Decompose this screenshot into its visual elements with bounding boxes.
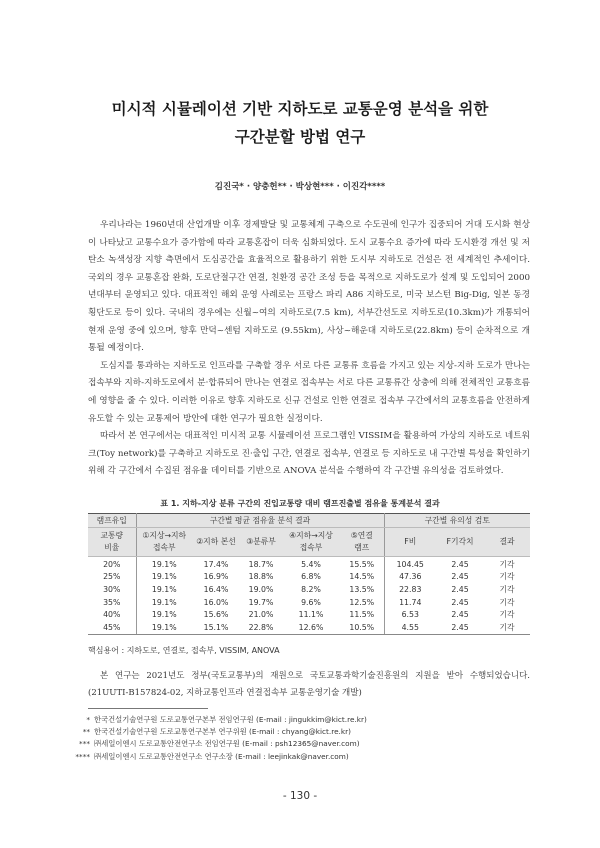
table-row (88, 608, 530, 621)
paragraph-2: 도심지를 통과하는 지하도로 인프라를 구축할 경우 서로 다른 교통류 흐름을 가지고 있는 지상-지하 도로가 만나는 접속부와 지하-지하도로에서 분·합류되어 만나는 연결로 접속부는 서로 다른 교통류간 상충에 의해 전체적인 교통흐름에 영향을 줄 수 있다. 이러한 이유로 향후 지하도로 신규 건설로 인한 연결로 접속부 구간에서의 교통흐름을 안전하게 유도할 수 있는 교통제어 방안에 대한 연구가 필요한 실정이다. (88, 360, 530, 424)
table-cell: 19.1% (136, 596, 192, 609)
table-cell: 6.8% (301, 572, 321, 582)
group-ramp-inflow: 램프유입 (88, 514, 136, 528)
footnote-item (60, 714, 540, 726)
table-cell: 19.1% (136, 621, 192, 634)
table-cell: 2.45 (451, 597, 469, 607)
footnote-mark: ** (82, 727, 90, 737)
footnote-mark: **** (75, 751, 90, 761)
table-body (88, 557, 530, 635)
footnote-item (60, 726, 540, 738)
table-cell: 16.0% (203, 597, 229, 607)
table-cell: 19.1% (136, 557, 192, 571)
table-cell: 2.45 (451, 572, 469, 582)
table-cell: 18.7% (248, 559, 274, 569)
stats-table (88, 513, 530, 635)
table-cell: 19.7% (248, 597, 274, 607)
page-number: - 130 - (282, 790, 318, 802)
footnote-text: 한국건설기술연구원 도로교통연구본부 연구위원 (E-mail : chyang@kict.re.kr) (94, 727, 351, 737)
table-row (88, 583, 530, 596)
table-cell: 9.6% (301, 597, 321, 607)
table-row (88, 571, 530, 584)
table-cell: 19.1% (136, 583, 192, 596)
column-header-9: 결과 (484, 528, 530, 557)
table-cell: 14.5% (349, 572, 375, 582)
table-cell: 45% (88, 621, 136, 634)
footnote-item (60, 738, 540, 750)
column-header-5: ④지하→지상 접속부 (282, 528, 340, 557)
footnote-text: ㈜세일이엔시 도로교통안전연구소 연구소장 (E-mail : leejinkak@naver.com) (94, 751, 349, 761)
table-cell: 20% (103, 559, 121, 569)
table-caption: 표 1. 지하-지상 분류 구간의 진입교통량 대비 램프진출별 점유율 통계분석 결과 (160, 499, 440, 508)
table-cell: 2.45 (451, 584, 469, 594)
table-cell: 19.1% (136, 608, 192, 621)
table-cell: 기각 (499, 597, 515, 607)
paragraph-1: 우리나라는 1960년대 산업개발 이후 경제발달 및 교통체계 구축으로 수도권에 인구가 집중되어 거대 도시화 현상이 나타났고 교통수요가 증가함에 따라 교통혼잡이 더욱 심화되었다. 도시 교통수요 증가에 따라 도시환경 개선 및 저탄소 녹색성장 지향 측면에서 도심공간을 효율적으로 활용하기 위한 도시부 지하도로 건설은 전 세계적인 추세이다. 국외의 경우 교통혼잡 완화, 도로단절구간 연결, 친환경 공간 조성 등을 목적으로 지하도로가 설계 및 도입되어 2000년대부터 운영되고 있다. 대표적인 해외 운영 사례로는 프랑스 파리 A86 지하도로, 미국 보스턴 Big-Dig, 일본 동경 횡단도로 등이 있다. 국내의 경우에는 신월~여의 지하도로(7.5 km), 서부간선도로 지하도로(10.3km)가 개통되어 현재 운영 중에 있으며, 향후 만덕~센텀 지하도로 (9.55km), 사상~해운대 지하도로(22.8km) 등이 순차적으로 개통될 예정이다. (88, 220, 530, 354)
table-cell: 22.83 (384, 583, 436, 596)
group-significance: 구간별 유의성 검토 (384, 514, 530, 528)
table-cell: 17.4% (203, 559, 229, 569)
table-cell: 2.45 (436, 621, 484, 634)
column-header-8: F기각치 (436, 528, 484, 557)
table-row (88, 557, 530, 571)
footnote-mark: * (86, 715, 90, 724)
table-cell: 10.5% (340, 621, 384, 634)
keywords: 핵심용어 : 지하도로, 연결로, 접속부, VISSIM, ANOVA (88, 646, 280, 655)
table-cell: 2.45 (451, 610, 469, 620)
table-cell: 기각 (499, 610, 515, 620)
table-cell: 18.8% (248, 572, 274, 582)
table-cell: 13.5% (349, 584, 375, 594)
acknowledgement: 본 연구는 2021년도 정부(국토교통부)의 재원으로 국토교통과학기술진흥원의 지원을 받아 수행되었습니다. (21UUTI-B157824-02, 지하교통인프라 연결접속부 교통운영기술 개발) (88, 671, 530, 698)
column-header-6: ⑤연결 램프 (340, 528, 384, 557)
column-header-2: ①지상→지하 접속부 (136, 528, 192, 557)
column-header-3: ②지하 본선 (192, 528, 240, 557)
column-header-1: 교통량 비율 (88, 528, 136, 557)
table-cell: 16.4% (203, 584, 229, 594)
table-cell: 25% (103, 572, 121, 582)
table-cell: 기각 (499, 584, 515, 594)
table-cell: 11.5% (349, 610, 375, 620)
table-cell: 기각 (484, 621, 530, 634)
table-cell: 40% (103, 610, 121, 620)
footnote-rule (88, 708, 208, 709)
table-column-header (88, 528, 530, 557)
table-cell: 8.2% (301, 584, 321, 594)
footnote-text: ㈜세일이엔시 도로교통안전연구소 전임연구원 (E-mail : psh12365@naver.com) (94, 739, 360, 749)
table-cell: 15.6% (203, 610, 229, 620)
table-cell: 4.55 (384, 621, 436, 634)
paper-title-line1: 미시적 시뮬레이션 기반 지하도로 교통운영 분석을 위한 (111, 100, 489, 118)
footnote-text: 한국건설기술연구원 도로교통연구본부 전임연구원 (E-mail : jingukkim@kict.re.kr) (94, 715, 367, 724)
table-cell: 12.5% (349, 597, 375, 607)
table-row (88, 596, 530, 609)
table-group-header (88, 514, 530, 528)
table-cell: 30% (103, 584, 121, 594)
table-cell: 21.0% (248, 610, 274, 620)
table-cell: 15.5% (349, 559, 375, 569)
table-row (88, 621, 530, 634)
table-cell: 6.53 (384, 608, 436, 621)
table-cell: 5.4% (301, 559, 321, 569)
table-cell: 기각 (499, 559, 515, 569)
group-mean-occupancy: 구간별 평균 점유율 분석 결과 (136, 514, 384, 528)
table-cell: 16.9% (203, 572, 229, 582)
footnote-item (60, 751, 540, 763)
paper-title-line2: 구간분할 방법 연구 (234, 128, 366, 146)
column-header-7: F비 (384, 528, 436, 557)
table-cell: 11.74 (384, 596, 436, 609)
table-cell: 104.45 (384, 557, 436, 571)
table-cell: 47.36 (384, 571, 436, 584)
table-cell: 22.8% (240, 621, 282, 634)
table-cell: 12.6% (282, 621, 340, 634)
table-cell: 기각 (499, 572, 515, 582)
table-cell: 2.45 (451, 559, 469, 569)
paragraph-3: 따라서 본 연구에서는 대표적인 미시적 교통 시뮬레이션 프로그램인 VISSIM을 활용하여 가상의 지하도로 네트워크(Toy network)를 구축하고 지하도로 진·출입 구간, 연결로 접속부, 연결로 등 지하도로 내 구간별 특성을 확인하기 위해 각 구간에서 수집된 점유율 데이터를 기반으로 ANOVA 분석을 수행하여 각 구간별 유의성을 검토하였다. (88, 431, 530, 477)
table-cell: 15.1% (192, 621, 240, 634)
footnotes (60, 714, 540, 763)
abstract-body (88, 217, 530, 481)
footnote-mark: *** (79, 739, 90, 749)
table-cell: 19.0% (248, 584, 274, 594)
table-cell: 35% (103, 597, 121, 607)
table-cell: 11.1% (298, 610, 324, 620)
table-cell: 19.1% (136, 571, 192, 584)
column-header-4: ③분류부 (240, 528, 282, 557)
author-list: 김진국* · 양충헌** · 박상현*** · 이진각**** (214, 182, 386, 192)
